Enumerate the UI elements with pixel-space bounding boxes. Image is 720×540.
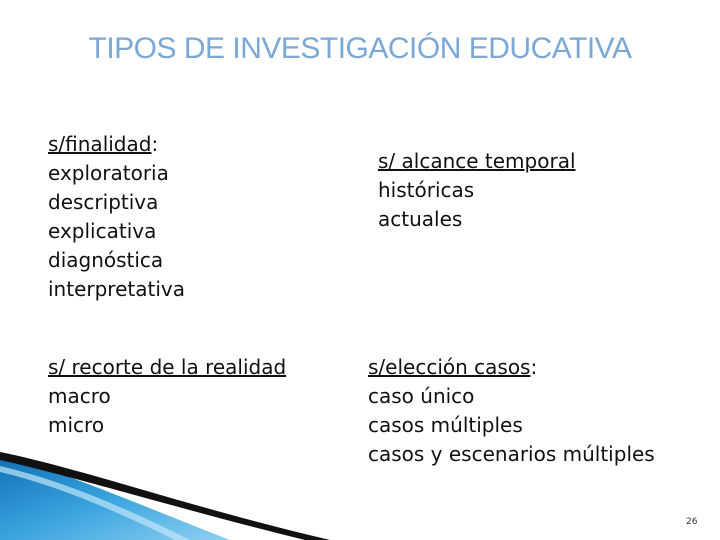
alcance-item: actuales — [378, 207, 463, 231]
slide-title: TIPOS DE INVESTIGACIÓN EDUCATIVA — [88, 32, 632, 65]
alcance-block — [378, 147, 576, 234]
eleccion-block — [368, 353, 655, 469]
eleccion-item: casos y escenarios múltiples — [368, 442, 655, 466]
decorative-swoosh — [0, 440, 330, 540]
finalidad-item: interpretativa — [48, 277, 185, 301]
alcance-item: históricas — [378, 178, 475, 202]
eleccion-heading-line — [368, 353, 655, 382]
finalidad-heading-line — [48, 130, 185, 159]
recorte-heading: s/ recorte de la realidad — [48, 355, 287, 379]
finalidad-item: descriptiva — [48, 190, 159, 214]
eleccion-heading-colon: : — [530, 355, 538, 379]
finalidad-heading-colon: : — [151, 132, 159, 156]
finalidad-item: exploratoria — [48, 161, 169, 185]
alcance-heading: s/ alcance temporal — [378, 149, 576, 173]
finalidad-item: diagnóstica — [48, 248, 164, 272]
eleccion-item: casos múltiples — [368, 413, 523, 437]
eleccion-heading: s/elección casos — [368, 355, 531, 379]
recorte-block — [48, 353, 286, 440]
finalidad-block — [48, 130, 185, 304]
page-number: 26 — [686, 517, 698, 527]
finalidad-item: explicativa — [48, 219, 157, 243]
finalidad-heading: s/finalidad — [48, 132, 152, 156]
recorte-item: micro — [48, 413, 105, 437]
recorte-item: macro — [48, 384, 111, 408]
eleccion-item: caso único — [368, 384, 475, 408]
